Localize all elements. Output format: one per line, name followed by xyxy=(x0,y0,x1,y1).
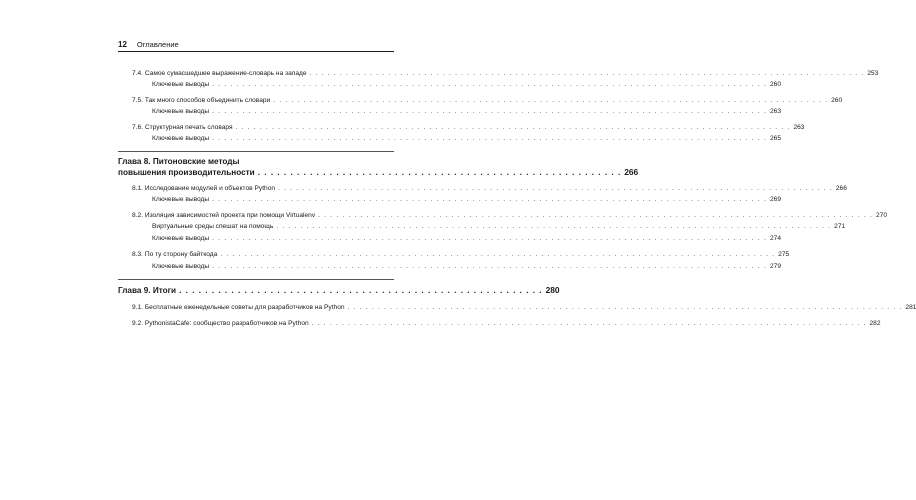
leader-dots xyxy=(348,303,903,312)
subsection-title: Виртуальные среды спешат на помощь xyxy=(152,223,274,230)
section-title: Так много способов объединить словари xyxy=(144,97,271,104)
toc-entry-9-2[interactable] xyxy=(132,319,881,328)
section-title: По ту сторону байткода xyxy=(144,251,218,258)
page-ref: 265 xyxy=(769,135,781,142)
page-ref: 266 xyxy=(835,185,847,192)
toc-entry-7-5[interactable] xyxy=(132,96,843,105)
page-ref: 281 xyxy=(905,304,916,311)
toc-subentry[interactable] xyxy=(152,262,781,271)
subsection-title: Ключевые выводы xyxy=(152,108,210,115)
section-title: Исследование модулей и объектов Python xyxy=(144,185,276,192)
toc-entry-9-1[interactable] xyxy=(132,303,916,312)
page-ref: 260 xyxy=(769,81,781,88)
chapter-rule xyxy=(118,279,394,280)
toc-subentry[interactable] xyxy=(152,134,781,143)
page-ref: 275 xyxy=(778,251,790,258)
section-number: 7.5. xyxy=(132,97,143,104)
toc-subentry[interactable] xyxy=(152,80,781,89)
section-title: Самое сумасшедшее выражение-словарь на западе xyxy=(144,70,307,77)
leader-dots xyxy=(179,285,543,296)
page-ref: 260 xyxy=(831,97,843,104)
subsection-title: Ключевые выводы xyxy=(152,135,210,142)
leader-dots xyxy=(236,123,791,132)
leader-dots xyxy=(312,319,867,328)
leader-dots xyxy=(212,134,767,143)
leader-dots xyxy=(212,234,767,243)
subsection-title: Ключевые выводы xyxy=(152,263,210,270)
leader-dots xyxy=(212,107,767,116)
page-ref: 269 xyxy=(769,196,781,203)
page-ref: 279 xyxy=(769,263,781,270)
toc-entry-7-4[interactable] xyxy=(132,69,879,78)
toc-chapter-8[interactable] xyxy=(118,156,639,178)
leader-dots xyxy=(273,96,828,105)
section-title: Бесплатные еженедельные советы для разработчиков на Python xyxy=(144,304,345,311)
page-ref: 253 xyxy=(867,70,879,77)
section-number: 7.4. xyxy=(132,70,143,77)
section-title: Структурная печать словаря xyxy=(144,124,233,131)
section-number: 8.3. xyxy=(132,251,143,258)
page-header xyxy=(118,37,396,51)
header-rule xyxy=(118,51,394,52)
page-ref: 282 xyxy=(869,320,881,327)
section-number: 9.2. xyxy=(132,320,143,327)
section-number: 8.2. xyxy=(132,212,143,219)
leader-dots xyxy=(258,167,622,178)
page-ref: 271 xyxy=(834,223,846,230)
toc-entry-8-1[interactable] xyxy=(132,184,847,193)
toc-entry-8-3[interactable] xyxy=(132,250,790,259)
toc-subentry[interactable] xyxy=(152,195,781,204)
page-ref: 263 xyxy=(793,124,805,131)
toc-subentry[interactable] xyxy=(152,222,846,231)
chapter-title: Глава 8. Питоновские методы xyxy=(118,157,240,166)
subsection-title: Ключевые выводы xyxy=(152,81,210,88)
leader-dots xyxy=(318,211,873,220)
section-number: 9.1. xyxy=(132,304,143,311)
leader-dots xyxy=(220,250,775,259)
section-number: 8.1. xyxy=(132,185,143,192)
section-title: Изоляция зависимостей проекта при помощи Virtualenv xyxy=(144,212,316,219)
subsection-title: Ключевые выводы xyxy=(152,235,210,242)
page-ref: 280 xyxy=(545,285,560,295)
leader-dots xyxy=(212,262,767,271)
chapter-rule xyxy=(118,151,394,152)
section-title: PythonistaCafe: сообщество разработчиков на Python xyxy=(144,320,309,327)
leader-dots xyxy=(276,222,831,231)
toc-entry-8-2[interactable] xyxy=(132,211,888,220)
toc-subentry[interactable] xyxy=(152,234,781,243)
toc-chapter-9[interactable] xyxy=(118,285,560,296)
leader-dots xyxy=(212,80,767,89)
page-ref: 266 xyxy=(624,167,639,177)
leader-dots xyxy=(310,69,865,78)
running-title: Оглавление xyxy=(136,39,179,49)
toc-subentry[interactable] xyxy=(152,107,781,116)
page-ref: 270 xyxy=(876,212,888,219)
page-number: 12 xyxy=(118,39,127,49)
leader-dots xyxy=(212,195,767,204)
page-ref: 274 xyxy=(769,235,781,242)
section-number: 7.6. xyxy=(132,124,143,131)
toc-entry-7-6[interactable] xyxy=(132,123,805,132)
leader-dots xyxy=(278,184,833,193)
page-ref: 263 xyxy=(769,108,781,115)
subsection-title: Ключевые выводы xyxy=(152,196,210,203)
chapter-title: Глава 9. Итоги xyxy=(118,286,177,295)
chapter-title-continued: повышения производительности xyxy=(118,168,255,177)
